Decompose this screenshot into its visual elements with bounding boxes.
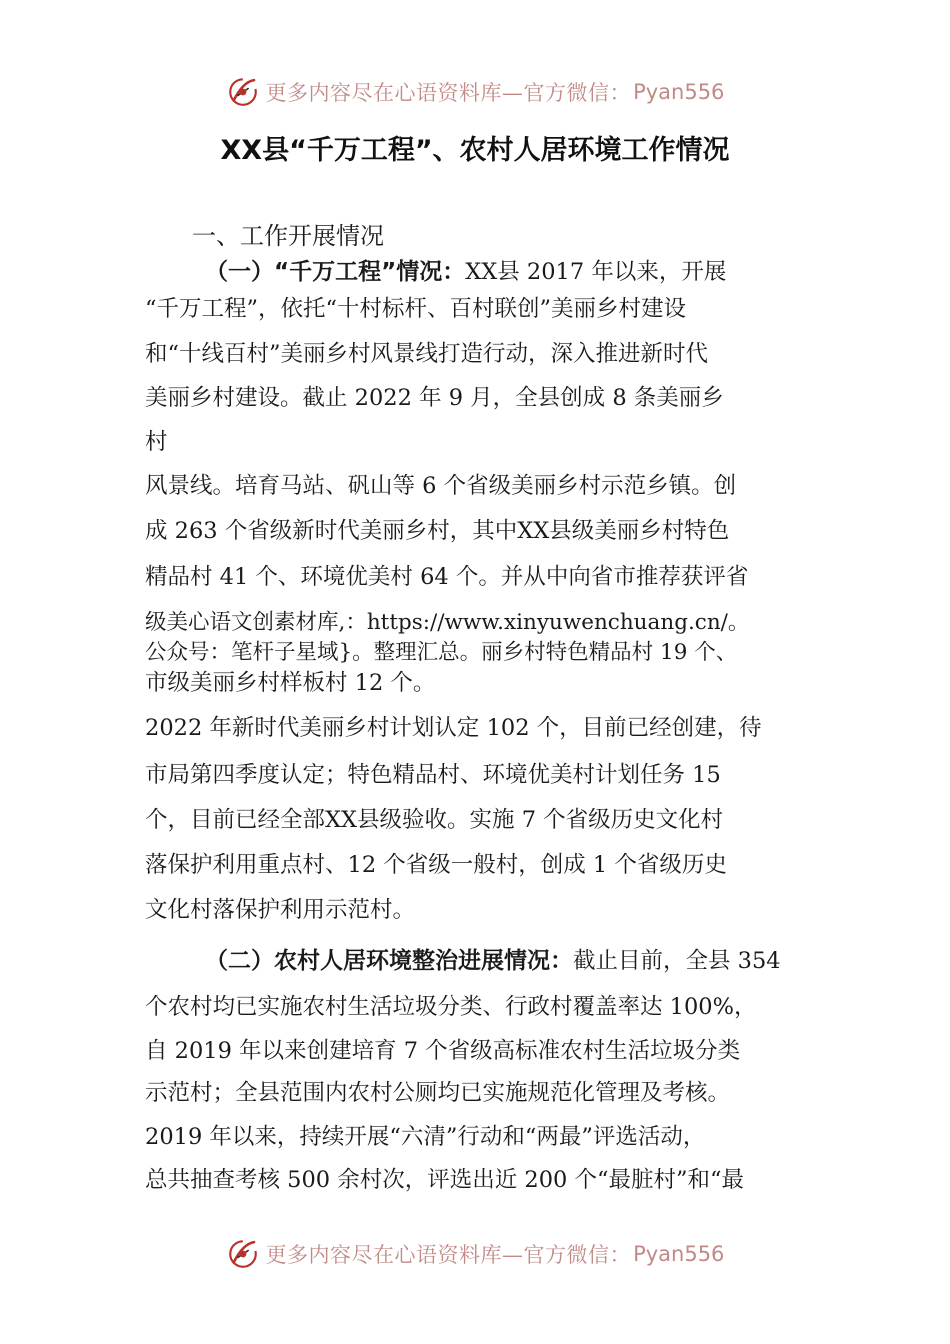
part2-lead: （二）农村人居环境整治进展情况： [205,948,573,974]
part1-line: 成 263 个省级新时代美丽乡村，其中XX县级美丽乡村特色 [145,518,730,544]
paragraph-line [205,948,781,976]
part2-line: 截止目前，全县 354 [573,948,781,974]
part1-line: 公众号：笔杆子星域}。整理汇总。丽乡村特色精品村 19 个、 [145,640,738,665]
part2-line: 自 2019 年以来创建培育 7 个省级高标准农村生活垃圾分类 [145,1038,741,1064]
part1-lead: （一）“千万工程”情况： [205,259,466,285]
brush-logo-icon [226,75,260,109]
part1-line: 市局第四季度认定；特色精品村、环境优美村计划任务 15 [145,762,721,788]
part2-line: 个农村均已实施农村生活垃圾分类、行政村覆盖率达 100%， [145,994,757,1020]
part1-line: 落保护利用重点村、12 个省级一般村，创成 1 个省级历史 [145,852,727,878]
part1-line: 美丽乡村建设。截止 2022 年 9 月，全县创成 8 条美丽乡 [145,385,724,411]
part1-line: “千万工程”，依托“十村标杆、百村联创”美丽乡村建设 [145,296,687,322]
watermark-text: 更多内容尽在心语资料库—官方微信： [265,81,632,105]
document-title: XX县“千万工程”、农村人居环境工作情况 [220,135,730,166]
watermark-banner-bottom [0,1232,950,1276]
part1-line: 文化村落保护利用示范村。 [145,897,416,923]
brush-logo-icon [226,1237,260,1271]
watermark-wechat-id: Pyan556 [633,1242,725,1266]
watermark-wechat-id: Pyan556 [633,80,725,104]
part1-line: 市级美丽乡村样板村 12 个。 [145,670,436,696]
part1-line: XX县 2017 年以来，开展 [465,259,727,285]
part1-line: 级美心语文创素材库,：https://www.xinyuwenchuang.cn/。 [145,610,750,635]
watermark-banner-top [0,70,950,114]
part1-line: 和“十线百村”美丽乡村风景线打造行动，深入推进新时代 [145,341,709,367]
part2-line: 示范村；全县范围内农村公厕均已实施规范化管理及考核。 [145,1080,731,1106]
part2-line: 总共抽查考核 500 余村次，评选出近 200 个“最脏村”和“最 [145,1167,745,1193]
watermark-text: 更多内容尽在心语资料库—官方微信： [265,1243,632,1267]
part1-line: 村 [145,429,168,455]
part1-line: 精品村 41 个、环境优美村 64 个。并从中向省市推荐获评省 [145,564,749,590]
part1-line: 风景线。培育马站、矾山等 6 个省级美丽乡村示范乡镇。创 [145,473,737,499]
section-heading: 一、工作开展情况 [192,222,384,250]
part1-line: 个，目前已经全部XX县级验收。实施 7 个省级历史文化村 [145,807,724,833]
paragraph-line [205,259,726,287]
part2-line: 2019 年以来，持续开展“六清”行动和“两最”评选活动， [145,1124,706,1150]
part1-line: 2022 年新时代美丽乡村计划认定 102 个，目前已经创建，待 [145,715,762,741]
